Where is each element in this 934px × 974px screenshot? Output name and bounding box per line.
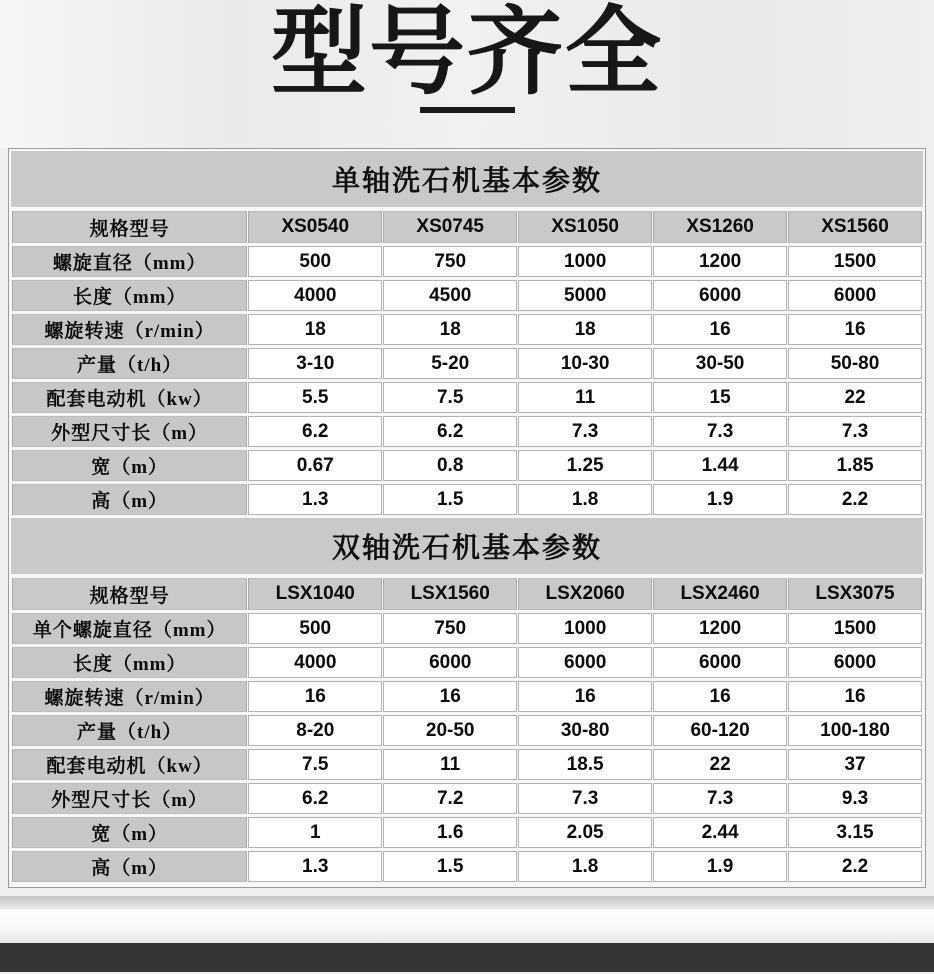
value-cell: 1500 bbox=[788, 246, 922, 277]
footer-dark-bar bbox=[0, 943, 934, 972]
spec-model-header-cell: 规格型号 bbox=[12, 578, 247, 610]
value-cell: 750 bbox=[383, 613, 517, 644]
value-cell: 3.15 bbox=[788, 817, 922, 848]
table-row bbox=[12, 348, 922, 379]
row-label-cell: 螺旋转速（r/min） bbox=[12, 681, 247, 712]
value-cell: 6000 bbox=[518, 647, 652, 678]
value-cell: 500 bbox=[248, 246, 382, 277]
page-title: 型号齐全 bbox=[271, 0, 663, 106]
row-label-cell: 螺旋转速（r/min） bbox=[12, 314, 247, 345]
value-cell: 1.3 bbox=[248, 484, 382, 515]
value-cell: 15 bbox=[653, 382, 787, 413]
spec-tables-panel bbox=[8, 148, 926, 888]
footer-light-area bbox=[0, 909, 934, 943]
value-cell: 6000 bbox=[653, 647, 787, 678]
value-cell: 6000 bbox=[383, 647, 517, 678]
single-shaft-spec-section bbox=[11, 151, 923, 518]
model-header-cell: XS1560 bbox=[788, 211, 922, 243]
value-cell: 3-10 bbox=[248, 348, 382, 379]
value-cell: 30-50 bbox=[653, 348, 787, 379]
value-cell: 1.5 bbox=[383, 851, 517, 882]
model-header-cell: XS0745 bbox=[383, 211, 517, 243]
value-cell: 750 bbox=[383, 246, 517, 277]
value-cell: 2.2 bbox=[788, 484, 922, 515]
value-cell: 8-20 bbox=[248, 715, 382, 746]
table-row bbox=[12, 647, 922, 678]
value-cell: 1.25 bbox=[518, 450, 652, 481]
value-cell: 1.8 bbox=[518, 851, 652, 882]
value-cell: 7.3 bbox=[788, 416, 922, 447]
row-label-cell: 外型尺寸长（m） bbox=[12, 783, 247, 814]
value-cell: 16 bbox=[518, 681, 652, 712]
value-cell: 6000 bbox=[788, 647, 922, 678]
value-cell: 4500 bbox=[383, 280, 517, 311]
row-label-cell: 外型尺寸长（m） bbox=[12, 416, 247, 447]
value-cell: 0.8 bbox=[383, 450, 517, 481]
row-label-cell: 螺旋直径（mm） bbox=[12, 246, 247, 277]
value-cell: 4000 bbox=[248, 280, 382, 311]
model-header-cell: LSX3075 bbox=[788, 578, 922, 610]
value-cell: 5-20 bbox=[383, 348, 517, 379]
value-cell: 50-80 bbox=[788, 348, 922, 379]
value-cell: 9.3 bbox=[788, 783, 922, 814]
table-row bbox=[12, 246, 922, 277]
value-cell: 30-80 bbox=[518, 715, 652, 746]
value-cell: 7.2 bbox=[383, 783, 517, 814]
value-cell: 1500 bbox=[788, 613, 922, 644]
value-cell: 16 bbox=[248, 681, 382, 712]
value-cell: 7.3 bbox=[518, 783, 652, 814]
single-shaft-spec-table bbox=[11, 208, 923, 518]
model-header-cell: LSX1040 bbox=[248, 578, 382, 610]
value-cell: 18 bbox=[518, 314, 652, 345]
table-header-row bbox=[12, 211, 922, 243]
double-shaft-spec-table bbox=[11, 575, 923, 885]
table-row bbox=[12, 681, 922, 712]
footer-gray-strip bbox=[0, 896, 934, 909]
row-label-cell: 产量（t/h） bbox=[12, 715, 247, 746]
value-cell: 7.3 bbox=[518, 416, 652, 447]
value-cell: 22 bbox=[653, 749, 787, 780]
model-header-cell: XS0540 bbox=[248, 211, 382, 243]
value-cell: 4000 bbox=[248, 647, 382, 678]
value-cell: 60-120 bbox=[653, 715, 787, 746]
value-cell: 10-30 bbox=[518, 348, 652, 379]
value-cell: 2.44 bbox=[653, 817, 787, 848]
value-cell: 6000 bbox=[653, 280, 787, 311]
value-cell: 1.85 bbox=[788, 450, 922, 481]
row-label-cell: 配套电动机（kw） bbox=[12, 749, 247, 780]
value-cell: 16 bbox=[653, 681, 787, 712]
value-cell: 16 bbox=[383, 681, 517, 712]
model-header-cell: LSX2060 bbox=[518, 578, 652, 610]
value-cell: 1200 bbox=[653, 613, 787, 644]
table-row bbox=[12, 314, 922, 345]
value-cell: 18 bbox=[248, 314, 382, 345]
value-cell: 6.2 bbox=[248, 416, 382, 447]
table-row bbox=[12, 817, 922, 848]
value-cell: 500 bbox=[248, 613, 382, 644]
table-row bbox=[12, 484, 922, 515]
value-cell: 6.2 bbox=[383, 416, 517, 447]
model-header-cell: LSX1560 bbox=[383, 578, 517, 610]
value-cell: 11 bbox=[518, 382, 652, 413]
model-header-cell: XS1260 bbox=[653, 211, 787, 243]
table-row bbox=[12, 783, 922, 814]
value-cell: 2.05 bbox=[518, 817, 652, 848]
row-label-cell: 高（m） bbox=[12, 851, 247, 882]
table-row bbox=[12, 280, 922, 311]
model-header-cell: XS1050 bbox=[518, 211, 652, 243]
value-cell: 16 bbox=[788, 681, 922, 712]
value-cell: 0.67 bbox=[248, 450, 382, 481]
value-cell: 1.9 bbox=[653, 851, 787, 882]
row-label-cell: 宽（m） bbox=[12, 450, 247, 481]
table-row bbox=[12, 749, 922, 780]
row-label-cell: 宽（m） bbox=[12, 817, 247, 848]
value-cell: 100-180 bbox=[788, 715, 922, 746]
value-cell: 1200 bbox=[653, 246, 787, 277]
value-cell: 1.44 bbox=[653, 450, 787, 481]
value-cell: 5.5 bbox=[248, 382, 382, 413]
row-label-cell: 高（m） bbox=[12, 484, 247, 515]
table-header-row bbox=[12, 578, 922, 610]
value-cell: 6000 bbox=[788, 280, 922, 311]
row-label-cell: 配套电动机（kw） bbox=[12, 382, 247, 413]
value-cell: 37 bbox=[788, 749, 922, 780]
row-label-cell: 单个螺旋直径（mm） bbox=[12, 613, 247, 644]
table-row bbox=[12, 450, 922, 481]
hero-banner bbox=[0, 0, 934, 148]
value-cell: 7.3 bbox=[653, 416, 787, 447]
value-cell: 7.5 bbox=[248, 749, 382, 780]
value-cell: 1000 bbox=[518, 613, 652, 644]
value-cell: 22 bbox=[788, 382, 922, 413]
row-label-cell: 长度（mm） bbox=[12, 647, 247, 678]
table-row bbox=[12, 416, 922, 447]
value-cell: 1.9 bbox=[653, 484, 787, 515]
table-row bbox=[12, 382, 922, 413]
table-row bbox=[12, 613, 922, 644]
table-title: 双轴洗石机基本参数 bbox=[11, 518, 923, 574]
double-shaft-spec-section bbox=[11, 518, 923, 885]
table-row bbox=[12, 851, 922, 882]
spec-model-header-cell: 规格型号 bbox=[12, 211, 247, 243]
value-cell: 16 bbox=[653, 314, 787, 345]
value-cell: 11 bbox=[383, 749, 517, 780]
value-cell: 6.2 bbox=[248, 783, 382, 814]
value-cell: 1.5 bbox=[383, 484, 517, 515]
row-label-cell: 长度（mm） bbox=[12, 280, 247, 311]
value-cell: 1000 bbox=[518, 246, 652, 277]
table-row bbox=[12, 715, 922, 746]
value-cell: 7.3 bbox=[653, 783, 787, 814]
value-cell: 18.5 bbox=[518, 749, 652, 780]
title-underline bbox=[420, 107, 515, 113]
value-cell: 7.5 bbox=[383, 382, 517, 413]
model-header-cell: LSX2460 bbox=[653, 578, 787, 610]
value-cell: 5000 bbox=[518, 280, 652, 311]
value-cell: 1.6 bbox=[383, 817, 517, 848]
row-label-cell: 产量（t/h） bbox=[12, 348, 247, 379]
value-cell: 2.2 bbox=[788, 851, 922, 882]
value-cell: 1.8 bbox=[518, 484, 652, 515]
value-cell: 1.3 bbox=[248, 851, 382, 882]
value-cell: 16 bbox=[788, 314, 922, 345]
value-cell: 1 bbox=[248, 817, 382, 848]
value-cell: 18 bbox=[383, 314, 517, 345]
table-title: 单轴洗石机基本参数 bbox=[11, 151, 923, 207]
value-cell: 20-50 bbox=[383, 715, 517, 746]
